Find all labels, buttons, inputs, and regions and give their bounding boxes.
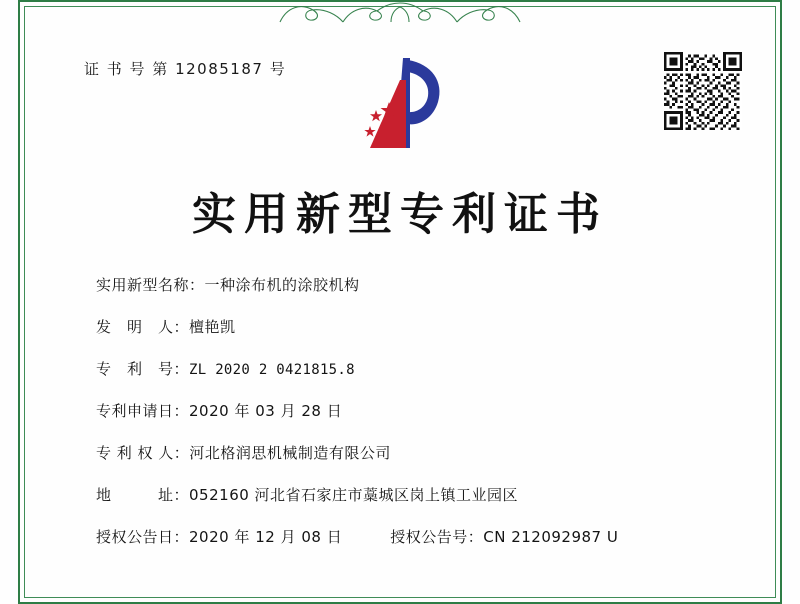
field-value-patent-number: ZL 2020 2 0421815.8 [189,362,355,378]
field-row-address [96,484,730,505]
field-row-application-date [96,400,730,421]
field-row-grant-info [96,526,730,547]
field-label-grant-number: 授权公告号： [390,528,484,546]
field-label-grant-date: 授权公告日： [96,528,190,546]
page-title: 实用新型专利证书 [192,189,608,240]
grant-date-group [96,526,342,547]
field-row-patent-number [96,358,730,379]
field-label-application-date: 专利申请日： [96,402,190,420]
field-value-patentee: 河北格润思机械制造有限公司 [189,444,391,462]
field-label-patent-number: 专 利 号： [96,360,190,378]
field-value-invention-name: 一种涂布机的涂胶机构 [204,276,360,294]
field-row-patentee [96,442,730,463]
field-value-address: 052160 河北省石家庄市藁城区岗上镇工业园区 [189,486,519,504]
field-value-grant-number: CN 212092987 U [483,528,619,546]
field-row-inventor [96,316,730,337]
field-label-inventor: 发 明 人： [96,318,190,336]
patent-office-emblem [340,50,470,160]
certificate-number: 证 书 号 第 12085187 号 [84,60,287,78]
grant-number-group [390,526,618,547]
field-value-inventor: 檀艳凯 [189,318,236,336]
field-label-invention-name: 实用新型名称： [96,276,205,294]
top-ornament-decoration [25,1,775,23]
certificate-fields [96,274,730,547]
field-label-patentee: 专 利 权 人： [96,444,190,462]
field-label-address: 地 址： [96,486,190,504]
qr-code [664,52,742,130]
field-value-application-date: 2020 年 03 月 28 日 [189,402,343,420]
field-value-grant-date: 2020 年 12 月 08 日 [189,528,343,546]
field-row-invention-name [96,274,730,295]
